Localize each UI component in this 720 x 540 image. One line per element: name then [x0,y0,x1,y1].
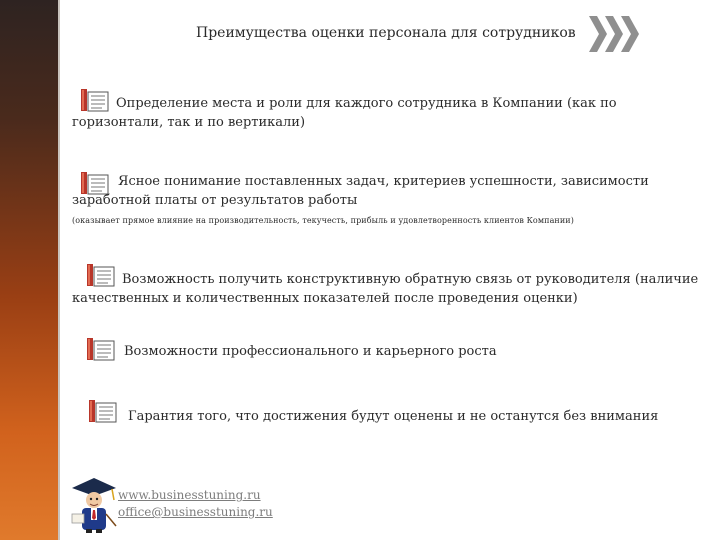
sidebar-gradient [0,0,58,540]
mascot-icon [66,474,120,534]
footer-links [118,487,273,521]
slide-title: Преимущества оценки персонала для сотрудников [196,25,576,41]
item-text: Гарантия того, что достижения будут оценены и не останутся без внимания [128,409,659,424]
list-item [128,407,688,426]
item-text: Ясное понимание поставленных задач, критериев успешности, зависимости заработной платы от результатов работы [72,174,649,208]
item-note: (оказывает прямое влияние на производительность, текучесть, прибыль и удовлетворенность клиентов Компании) [72,216,574,225]
chevrons-icon [587,14,643,54]
email-link[interactable]: office@businesstuning.ru [118,505,273,519]
item-text: Возможность получить конструктивную обратную связь от руководителя (наличие качественных и количественных показателей после проведения оценки) [72,272,699,306]
book-icon [86,336,116,362]
list-item [72,270,704,308]
website-link[interactable]: www.businesstuning.ru [118,488,261,502]
list-item [72,172,672,226]
item-text: Возможности профессионального и карьерного роста [124,344,497,359]
list-item [72,94,702,132]
sidebar-divider [58,0,60,540]
item-text: Определение места и роли для каждого сотрудника в Компании (как по горизонтали, так и по вертикали) [72,96,617,130]
list-item [124,342,684,361]
book-icon [88,398,118,424]
